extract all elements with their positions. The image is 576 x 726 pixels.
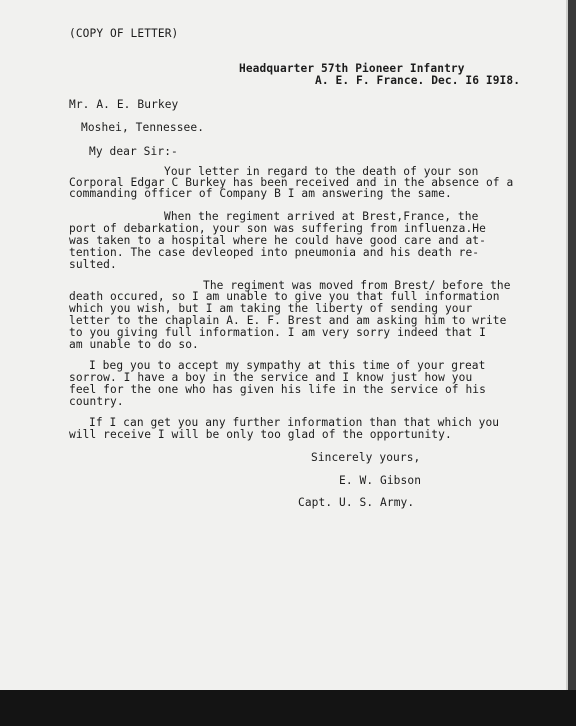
paragraph-3-line: The regiment was moved from Brest/ before the (203, 279, 511, 292)
paragraph-3-line: am unable to do so. (69, 338, 199, 351)
paragraph-2-line: When the regiment arrived at Brest,France, the (164, 210, 479, 223)
heading-line-2: A. E. F. France. Dec. I6 I9I8. (315, 74, 521, 87)
paragraph-1-line: commanding officer of Company B I am answering the same. (69, 187, 452, 200)
paragraph-3-line: letter to the chaplain A. E. F. Brest and am asking him to write (69, 314, 507, 327)
salutation: My dear Sir:- (89, 145, 178, 158)
paragraph-2-line: port of debarkation, your son was suffering from influenza.He (69, 222, 486, 235)
scan-border-right (568, 0, 576, 690)
paragraph-4-line: country. (69, 395, 124, 408)
paragraph-5-line: If I can get you any further information than that which you (89, 416, 500, 429)
paragraph-4-line: I beg you to accept my sympathy at this time of your great (89, 359, 486, 372)
paragraph-3-line: to you giving full information. I am very sorry indeed that I (69, 326, 486, 339)
closing: Sincerely yours, (311, 451, 421, 464)
signature-title: Capt. U. S. Army. (298, 496, 415, 509)
paragraph-3-line: which you wish, but I am taking the liberty of sending your (69, 302, 473, 315)
addressee-name: Mr. A. E. Burkey (69, 98, 179, 111)
signature-name: E. W. Gibson (339, 474, 422, 487)
paragraph-4-line: sorrow. I have a boy in the service and I know just how you (69, 371, 473, 384)
heading-line-1: Headquarter 57th Pioneer Infantry (239, 62, 465, 75)
paragraph-1-line: Corporal Edgar C Burkey has been received and in the absence of a (69, 176, 514, 189)
paragraph-2-line: was taken to a hospital where he could have good care and at- (69, 234, 486, 247)
paragraph-1-line: Your letter in regard to the death of your son (164, 165, 479, 178)
paragraph-4-line: feel for the one who has given his life in the service of his (69, 383, 486, 396)
addressee-location: Moshei, Tennessee. (81, 121, 205, 134)
paragraph-2-line: sulted. (69, 258, 117, 271)
copy-label: (COPY OF LETTER) (69, 27, 179, 40)
paragraph-2-line: tention. The case devleoped into pneumonia and his death re- (69, 246, 480, 259)
scan-border-bottom (0, 690, 576, 726)
paragraph-3-line: death occured, so I am unable to give you that full information (69, 290, 500, 303)
paragraph-5-line: will receive I will be only too glad of the opportunity. (69, 428, 452, 441)
